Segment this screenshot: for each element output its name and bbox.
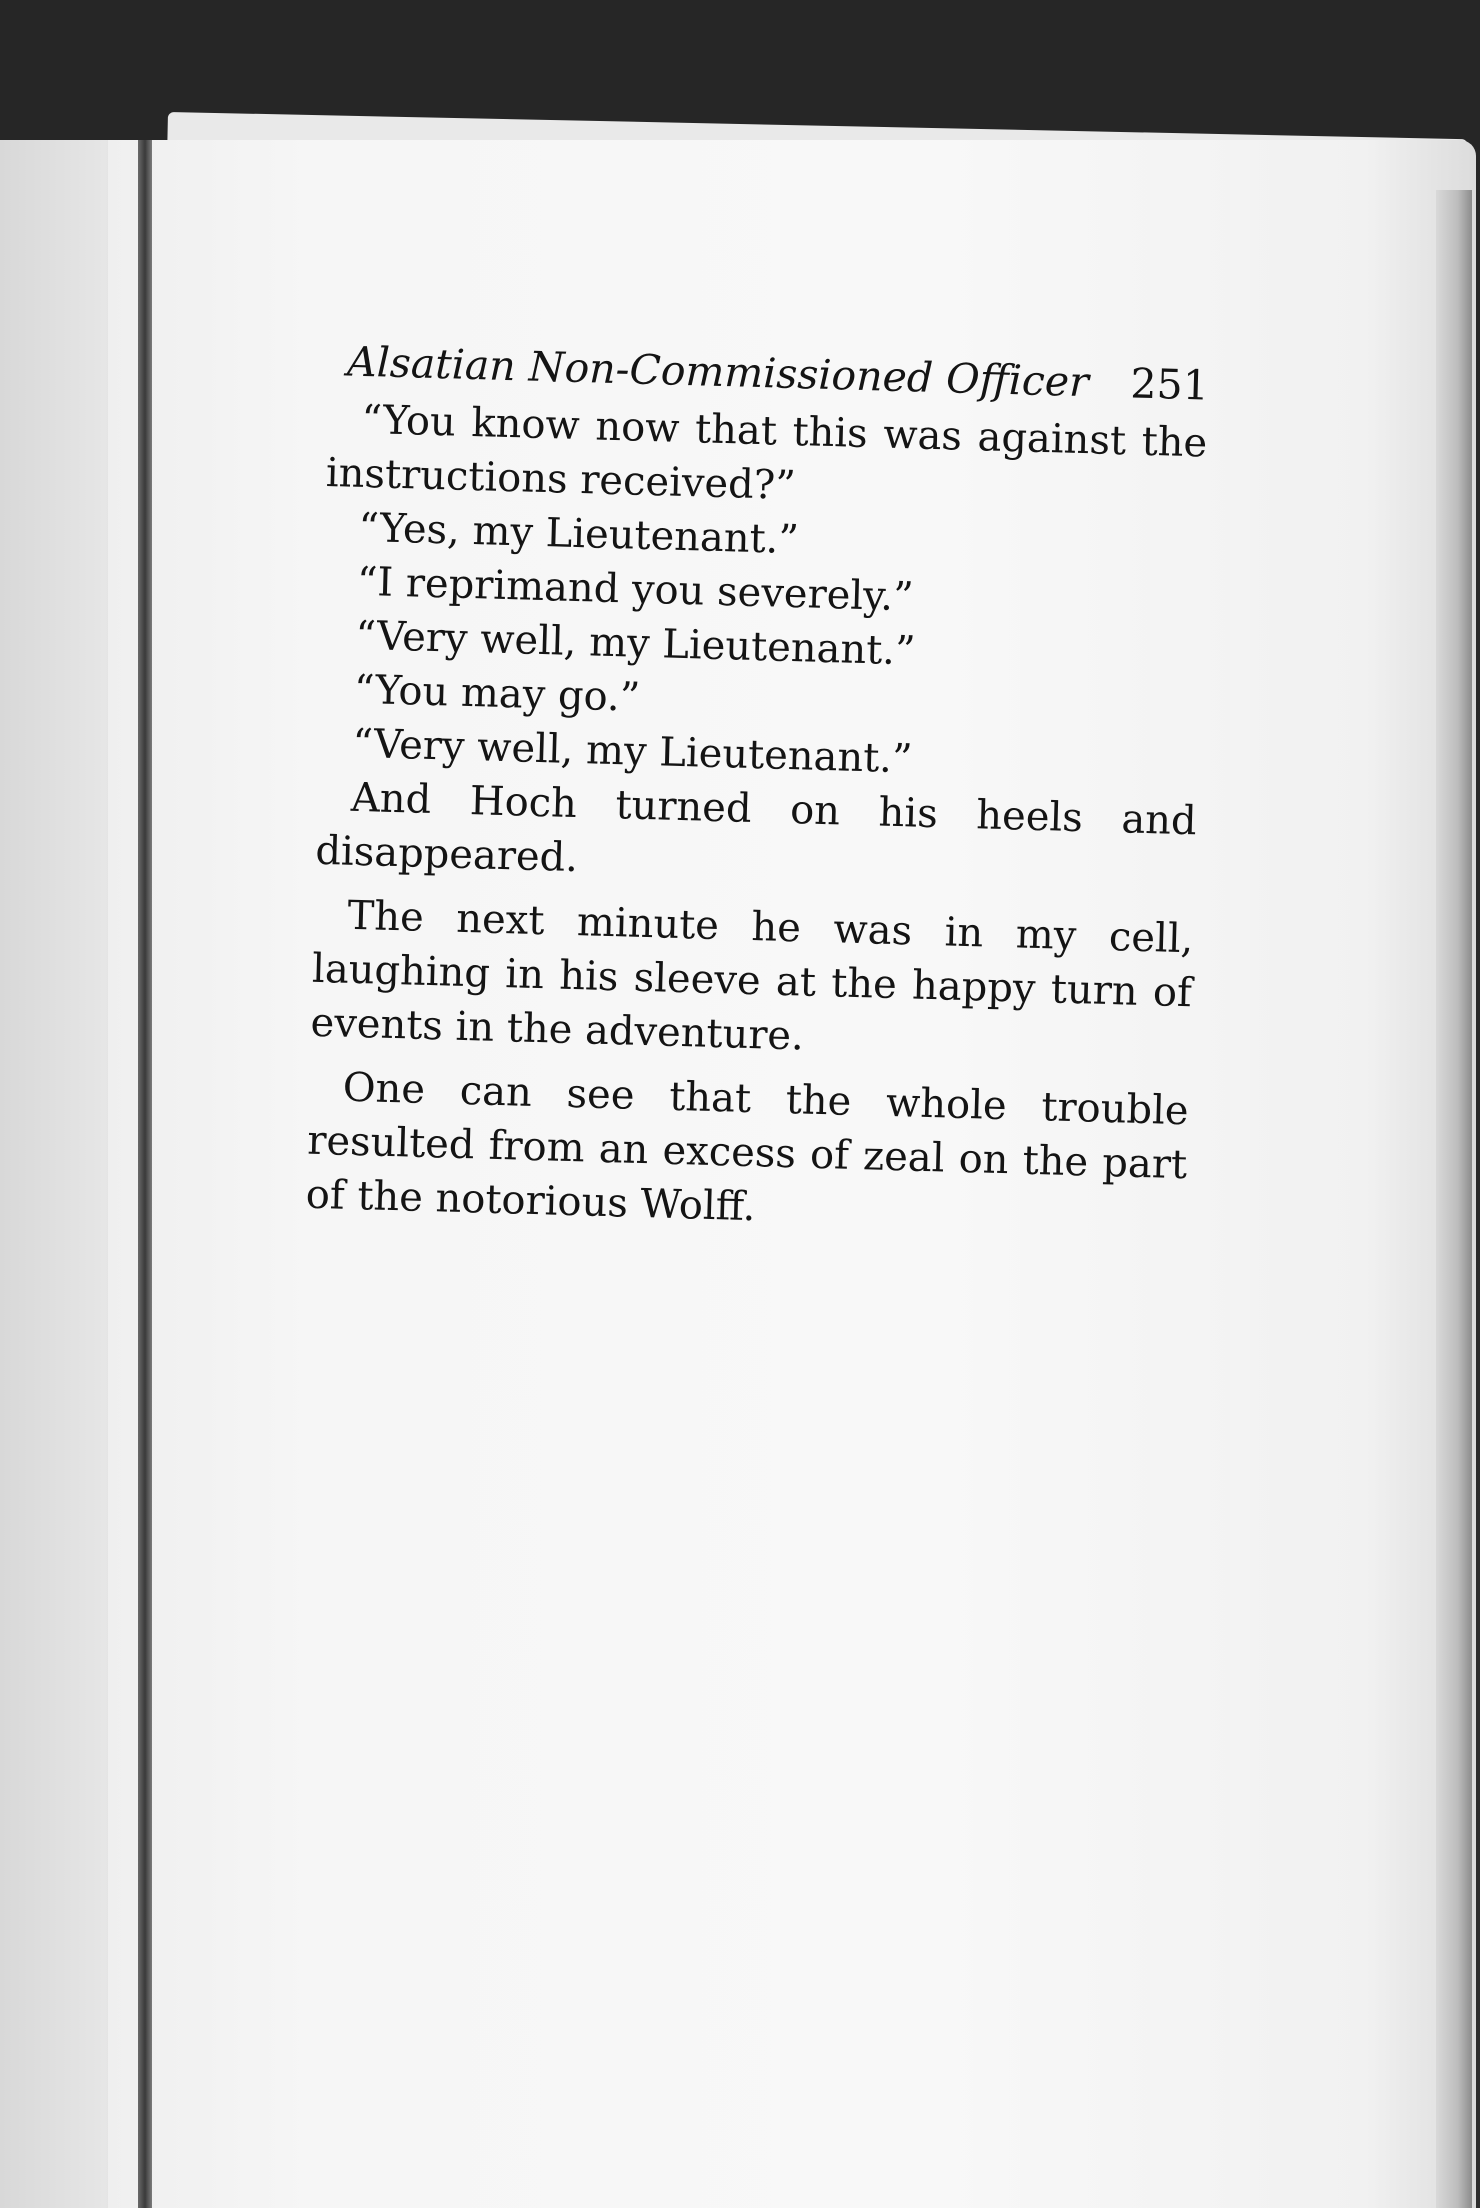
page-number: 251: [1129, 359, 1210, 410]
paragraph: “You may go.”: [353, 666, 641, 721]
paragraph: “You know now that this was against the instructions received?”: [325, 396, 1208, 510]
paragraph: “Very well, my Lieutenant.”: [354, 612, 917, 675]
paragraph: The next minute he was in my cell, laughing in his sleeve at the happy turn of events in the adventure.: [310, 892, 1194, 1060]
page-fore-edge: [1436, 190, 1472, 2208]
paragraph: One can see that the whole trouble resulted from an excess of zeal on the part of the notorious Wolff.: [305, 1064, 1190, 1231]
page-text: [305, 330, 1210, 1246]
running-title: Alsatian Non-Commissioned Officer: [346, 337, 1090, 407]
paragraph: “Very well, my Lieutenant.”: [351, 720, 914, 783]
paragraph: And Hoch turned on his heels and disappeared.: [314, 774, 1198, 882]
paragraph: “I reprimand you severely.”: [356, 558, 915, 621]
binding-gutter: [138, 140, 152, 2208]
paragraph: “Yes, my Lieutenant.”: [357, 504, 800, 564]
